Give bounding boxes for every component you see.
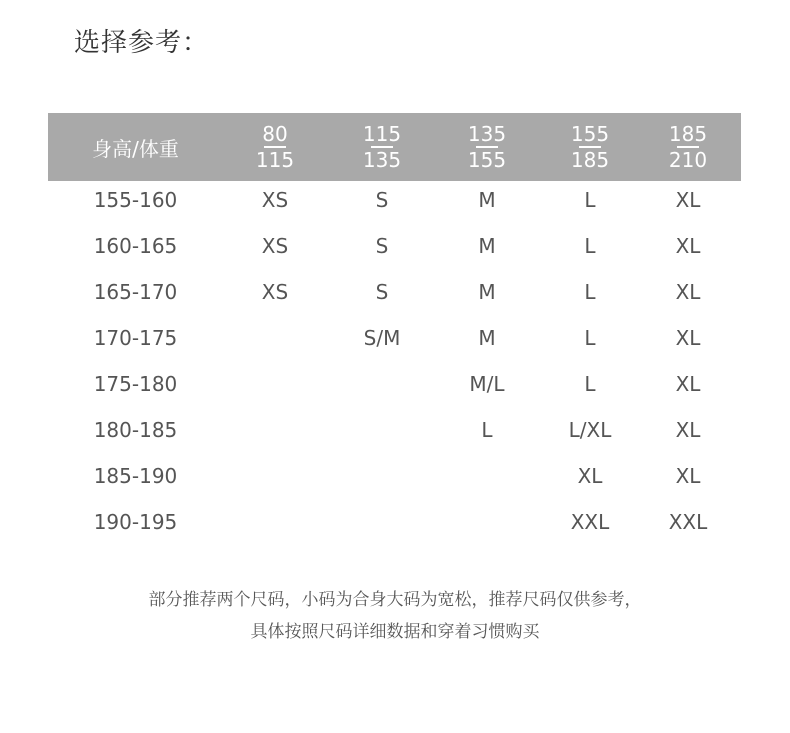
size-cell: L xyxy=(584,234,596,258)
size-cell: S xyxy=(375,234,389,258)
height-cell: 155-160 xyxy=(93,188,178,212)
table-row xyxy=(48,319,741,365)
weight-max: 135 xyxy=(362,148,402,172)
height-cell: 175-180 xyxy=(93,372,178,396)
table-row xyxy=(48,365,741,411)
size-cell xyxy=(327,457,437,495)
weight-min: 135 xyxy=(467,122,507,146)
height-cell: 185-190 xyxy=(93,464,178,488)
size-cell: XL xyxy=(577,464,603,488)
size-cell: L xyxy=(481,418,493,442)
header-height-weight xyxy=(48,113,223,181)
height-cell: 170-175 xyxy=(93,326,178,350)
table-row xyxy=(48,273,741,319)
table-row xyxy=(48,181,741,227)
size-cell: XL xyxy=(675,464,701,488)
note-line-1: 部分推荐两个尺码，小码为合身大码为宽松，推荐尺码仅供参考， xyxy=(148,590,642,610)
height-cell: 165-170 xyxy=(93,280,178,304)
height-cell: 190-195 xyxy=(93,510,178,534)
size-cell xyxy=(223,457,327,495)
weight-min: 155 xyxy=(570,122,610,146)
size-cell: S xyxy=(375,188,389,212)
weight-min: 185 xyxy=(668,122,708,146)
weight-max: 155 xyxy=(467,148,507,172)
weight-max: 115 xyxy=(255,148,295,172)
size-cell: XL xyxy=(675,280,701,304)
table-header xyxy=(48,113,741,181)
size-cell: XS xyxy=(261,280,289,304)
size-cell xyxy=(327,503,437,541)
size-chart-table xyxy=(48,113,741,549)
size-cell xyxy=(327,365,437,403)
size-cell xyxy=(437,503,537,541)
size-cell: L/XL xyxy=(568,418,612,442)
table-row xyxy=(48,411,741,457)
header-weight-range xyxy=(223,113,327,181)
size-cell: L xyxy=(584,372,596,396)
size-cell: XL xyxy=(675,234,701,258)
size-cell: XXL xyxy=(668,510,708,534)
header-weight-range xyxy=(327,113,437,181)
header-weight-range xyxy=(643,113,733,181)
note-line-2: 具体按照尺码详细数据和穿着习惯购买 xyxy=(250,622,540,642)
size-cell: M xyxy=(478,188,496,212)
weight-min: 115 xyxy=(362,122,402,146)
height-cell: 160-165 xyxy=(93,234,178,258)
size-cell: XXL xyxy=(570,510,610,534)
height-cell: 180-185 xyxy=(93,418,178,442)
size-cell xyxy=(223,411,327,449)
size-cell xyxy=(223,365,327,403)
weight-max: 210 xyxy=(668,148,708,172)
table-row xyxy=(48,503,741,549)
header-weight-range xyxy=(537,113,643,181)
size-cell: XL xyxy=(675,418,701,442)
size-cell: L xyxy=(584,188,596,212)
weight-min: 80 xyxy=(262,122,288,146)
size-cell xyxy=(437,457,537,495)
size-cell: XS xyxy=(261,188,289,212)
table-row xyxy=(48,457,741,503)
size-cell xyxy=(223,319,327,357)
header-label: 身高/体重 xyxy=(92,136,179,161)
size-cell: XS xyxy=(261,234,289,258)
page-title: 选择参考： xyxy=(74,28,210,58)
size-cell: M/L xyxy=(469,372,505,396)
size-cell: M xyxy=(478,234,496,258)
header-weight-range xyxy=(437,113,537,181)
size-cell: M xyxy=(478,280,496,304)
table-row xyxy=(48,227,741,273)
weight-max: 185 xyxy=(570,148,610,172)
size-cell: L xyxy=(584,326,596,350)
size-cell: XL xyxy=(675,326,701,350)
size-note xyxy=(0,584,790,648)
size-cell: XL xyxy=(675,372,701,396)
size-cell: S xyxy=(375,280,389,304)
size-cell: S/M xyxy=(363,326,401,350)
size-cell xyxy=(223,503,327,541)
size-cell xyxy=(327,411,437,449)
size-cell: XL xyxy=(675,188,701,212)
size-cell: L xyxy=(584,280,596,304)
size-cell: M xyxy=(478,326,496,350)
